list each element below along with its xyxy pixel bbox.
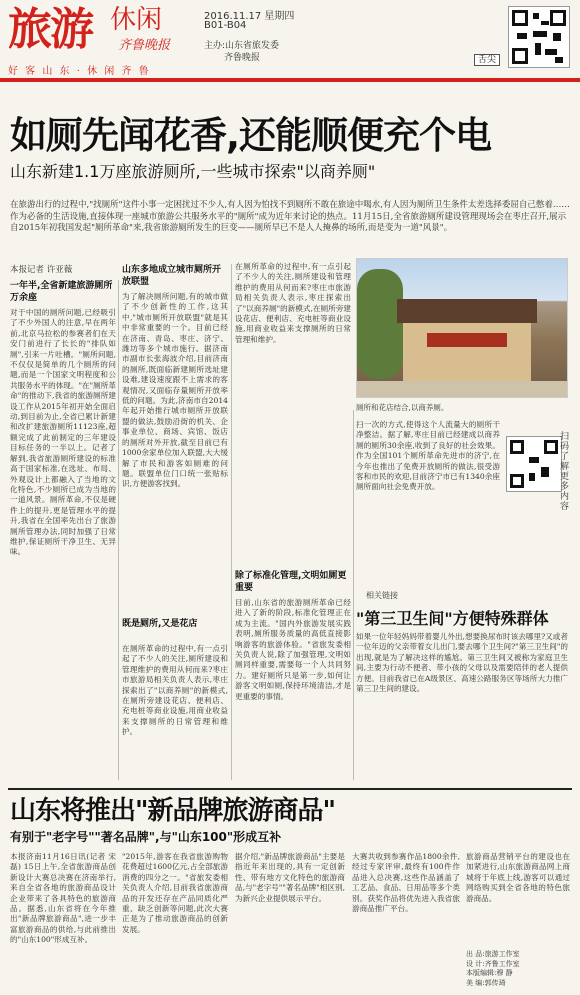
main-subheadline: 山东新建1.1万座旅游厕所,一些城市探索"以商养厕" <box>10 162 376 181</box>
credit-editor: 出 品:旅游工作室 <box>466 950 520 958</box>
column-1: 对于中国的厕所问题,已经吸引了不少外国人的注意,早在两年前,北京马拉松的参赛者们在天安门前进行了长长的"排队如厕",引来一片吐槽。"厕所问题,不仅仅是简单的几个厕所的问题,而是一个国家文明程度和公共服务水平的体现。"在"厕所革命"的推动下,我省的旅游厕所建设工作从2015年初开始全面启动,到目前为止,全省已累计新建和改扩建旅游厕所11123座,超额完成了此前制定的三年建设目标任务的一半以上。记者了解到,我省旅游厕所建设的标准高于国家标准,在选址、布局、外观设计上都融入了当地的文化特色,不少厕所已成为当地的一道风景。厕所革命,不仅是硬件上的提升,更是管理水平的提升,我省在全国率先出台了旅游厕所管理办法,同时加强了日常维护,保证厕所干净卫生、无异味。 <box>10 308 116 557</box>
issue-date: 2016.11.17 星期四 <box>204 11 295 22</box>
credits-box <box>466 950 570 988</box>
section-head-col1: 一年半,全省新建旅游厕所万余座 <box>10 281 113 303</box>
article2-col5: 旅游商品营销平台的建设也在加紧进行,山东旅游商品网上商城将于年底上线,游客可以通过网络购买到全省各地的特色旅游商品。 <box>466 852 570 903</box>
main-headline: 如厕先闻花香,还能顺便充个电 <box>10 114 492 157</box>
section-head-col3: 除了标准化管理,文明如厕更重要 <box>235 571 347 593</box>
column-4: 扫一次的方式,使得这个人流量大的厕所干净整洁。据了解,枣庄目前已经建成以商养厕的厕所30余座,收到了良好的社会效果。作为全国101个厕所革命先进市的济宁,在今年也推出了免费开放厕所的做法,很受游客和市民的欢迎,目前济宁市已有1340余座厕所面向社会免费开放。 <box>356 420 500 492</box>
column-2b: 在厕所革命的过程中,有一点引起了不少人的关注,厕所建设和管理维护的费用从何而来?枣庄市旅游局相关负责人表示,枣庄探索出了"以商养厕"的新模式,在厕所旁建设花店、便利店、充电桩等商业设施,用商业收益来支撑厕所的日常管理和维护。 <box>122 644 228 737</box>
credit-proof: 本版编辑:穆 静 <box>466 969 513 977</box>
masthead-paper-name: 齐鲁晚报 <box>118 38 171 53</box>
masthead-rule <box>0 78 580 82</box>
qr-label: 舌尖 <box>474 54 500 66</box>
qr-code-icon[interactable] <box>506 436 562 492</box>
column-3-top: 在厕所革命的过程中,有一点引起了不少人的关注,厕所建设和管理维护的费用从何而来?枣庄市旅游局相关负责人表示,枣庄探索出了"以商养厕"的新模式,在厕所旁建设花店、便利店、充电桩等商业设施,用商业收益来支撑厕所的日常管理和维护。 <box>235 262 351 344</box>
column-divider <box>118 280 119 780</box>
second-headline: 山东将推出"新品牌旅游商品" <box>10 796 336 826</box>
column-divider <box>231 264 232 780</box>
co-host-org: 齐鲁晚报 <box>224 53 261 63</box>
article2-col4: 大赛共收到参赛作品1800余件,经过专家评审,最终有100件作品进入总决赛,这些作品涵盖了工艺品、食品、日用品等多个类别。获奖作品将优先进入我省旅游商品推广平台。 <box>352 852 460 914</box>
related-link-tag: 相关链接 <box>366 591 398 600</box>
masthead-slogan: 好 客 山 东 · 休 闲 齐 鲁 <box>8 66 151 77</box>
column-2: 为了解决厕所问题,有的城市做了不少创新性的工作,这其中,"城市厕所开放联盟"就是其中非常重要的一个。目前已经在济南、青岛、枣庄、济宁、潍坊等多个城市施行。据济南市副市长张海波介绍,目前济南的厕所,既面临新建厕所选址建设难,建设速度跟不上需求的客观情况,又面临存量厕所开放率低的问题。为此,济南市自2014年起开始推行城市厕所开放联盟的做法,鼓励沿街的机关、企事业单位、商场、宾馆、饭店的厕所对外开放,截至目前已有1000余家单位加入联盟,大大缓解了市民和游客如厕难的问题。联盟单位门口统一张贴标识,方便游客找到。 <box>122 292 228 489</box>
second-subheadline: 有别于"老字号""著名品牌",与"山东100"形成互补 <box>10 830 282 844</box>
byline: 本报记者 许亚薇 <box>10 265 73 275</box>
toilet-flower-shop-photo <box>356 258 568 398</box>
qr-caption: 扫码了解更多内容 <box>560 432 570 512</box>
host-org: 主办:山东省旅发委 <box>204 41 280 51</box>
related-body: 如果一位年轻妈妈带着婴儿外出,想要换尿布时该去哪里?又或者一位年迈的父亲带着女儿出门,要去哪个卫生间?"第三卫生间"的出现,就是为了解决这样的尴尬。第三卫生间又被称为家庭卫生间,主要为行动不便者、带小孩的父母以及需要陪伴的老人提供方便。目前我省已在A级景区、高速公路服务区等场所大力推广第三卫生间的建设。 <box>356 632 568 694</box>
section-head-col2b: 既是厕所,又是花店 <box>122 619 198 629</box>
photo-caption: 厕所和花店结合,以商养厕。 <box>356 403 449 412</box>
article2-col3: 据介绍,"新品牌旅游商品"主要是指近年来出现的,具有一定创新性、带有地方文化特色的旅游商品,与"老字号""著名品牌"相区别,为新兴企业提供展示平台。 <box>235 852 345 903</box>
article2-col1: 本报济南11月16日讯(记者 宋磊) 15日上午,全省旅游商品创新设计大赛总决赛在济南举行,来自全省各地的旅游商品设计企业带来了各具特色的旅游商品。据悉,山东省将在今年推出"新品牌旅游商品",进一步丰富旅游商品的供给,与此前推出的"山东100"形成互补。 <box>10 852 116 945</box>
column-3: 目前,山东省的旅游厕所革命已经进入了新的阶段,标准化管理正在成为主流。"国内外旅游发展实践表明,厕所服务质量的高低直接影响游客的旅游体验。"省旅发委相关负责人说,除了加强管理,文明如厕同样重要,需要每一个人共同努力。建好厕所只是第一步,如何让游客文明如厕,保持环境清洁,才是更重要的事情。 <box>235 598 351 701</box>
article2-col2: "2015年,游客在我省旅游购物花费超过1600亿元,占全部旅游消费的四分之一。"省旅发委相关负责人介绍,目前我省旅游商品的开发还存在产品同质化严重、缺乏创新等问题,此次大赛正是为了推动旅游商品的创新发展。 <box>122 852 228 934</box>
section-head-col2: 山东多地成立城市厕所开放联盟 <box>122 265 222 287</box>
page-range: B01-B04 <box>204 20 247 31</box>
masthead-title: 旅游 <box>8 4 92 55</box>
credit-designer: 设 计:齐鲁工作室 <box>466 959 520 968</box>
credit-art: 美 编:郭传琦 <box>466 978 506 987</box>
related-headline: "第三卫生间"方便特殊群体 <box>356 609 549 628</box>
section-rule <box>8 788 572 790</box>
qr-code-icon[interactable] <box>508 6 570 68</box>
column-divider <box>353 410 354 780</box>
article-lead: 在旅游出行的过程中,"找厕所"这件小事一定困扰过不少人,有人因为怕找不到厕所不敢在旅途中喝水,有人因为厕所卫生条件太差选择委屈自己憋着……作为必备的生活设施,直接体现一座城市旅游公共服务水平的"厕所"成为近年来讨论的热点。11月15日,全省旅游厕所建设管理现场会在枣庄召开,展示自2015年初我国发起"厕所革命"来,我省旅游厕所发生的巨变——厕所早已不是人人掩鼻的场所,而是变为一道"风景"。 <box>10 200 570 233</box>
masthead-subtitle: 休闲 <box>110 5 163 35</box>
